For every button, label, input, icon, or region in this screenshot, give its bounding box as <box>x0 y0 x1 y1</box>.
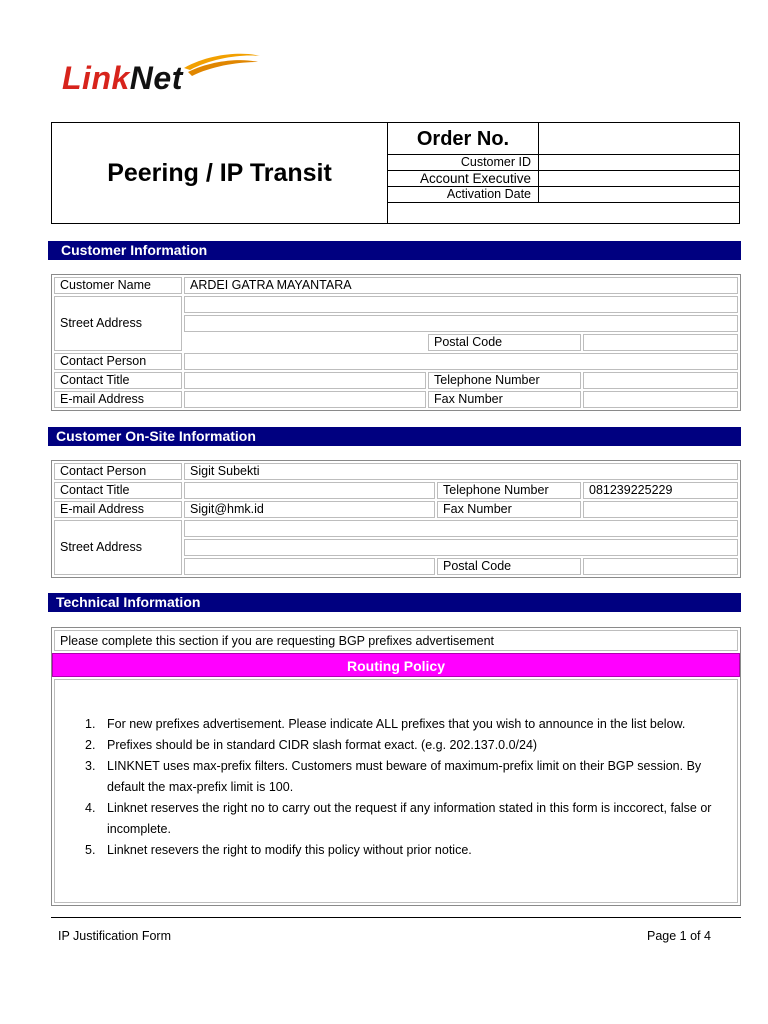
customer-information-heading: Customer Information <box>48 241 741 260</box>
list-item <box>85 714 725 735</box>
list-item-text: LINKNET uses max-prefix filters. Customers must beware of maximum-prefix limit on their BGP session. By default the max-prefix limit is 100. <box>107 759 702 794</box>
postal-code-field[interactable] <box>583 334 738 351</box>
onsite-fax-field[interactable] <box>583 501 738 518</box>
onsite-contact-title-label: Contact Title <box>54 482 182 499</box>
list-item-number: 2. <box>85 738 96 752</box>
contact-title-field[interactable] <box>184 372 426 389</box>
list-item <box>85 840 725 861</box>
onsite-telephone-field[interactable]: 081239225229 <box>583 482 738 499</box>
list-item-number: 5. <box>85 843 96 857</box>
list-item-text: For new prefixes advertisement. Please indicate ALL prefixes that you wish to announce in the list below. <box>107 717 686 731</box>
list-item-number: 4. <box>85 801 96 815</box>
routing-policy-body <box>54 679 738 903</box>
list-item <box>85 756 725 798</box>
activation-date-label: Activation Date <box>388 187 539 203</box>
onsite-telephone-label: Telephone Number <box>437 482 581 499</box>
onsite-fax-label: Fax Number <box>437 501 581 518</box>
logo-text-net: Net <box>129 60 183 96</box>
fax-label: Fax Number <box>428 391 581 408</box>
street-address-spacer <box>184 334 426 351</box>
customer-information-table <box>51 274 741 411</box>
contact-title-label: Contact Title <box>54 372 182 389</box>
onsite-postal-code-field[interactable] <box>583 558 738 575</box>
onsite-email-label: E-mail Address <box>54 501 182 518</box>
telephone-label: Telephone Number <box>428 372 581 389</box>
onsite-street-address-field-1[interactable] <box>184 520 738 537</box>
list-item <box>85 735 725 756</box>
onsite-street-address-label: Street Address <box>54 520 182 575</box>
street-address-field-1[interactable] <box>184 296 738 313</box>
street-address-label: Street Address <box>54 296 182 351</box>
order-no-label: Order No. <box>388 123 539 155</box>
onsite-information-heading: Customer On-Site Information <box>48 427 741 446</box>
contact-person-field[interactable] <box>184 353 738 370</box>
routing-policy-heading: Routing Policy <box>52 653 740 677</box>
onsite-contact-title-field[interactable] <box>184 482 435 499</box>
customer-name-field[interactable]: ARDEI GATRA MAYANTARA <box>184 277 738 294</box>
onsite-contact-person-field[interactable]: Sigit Subekti <box>184 463 738 480</box>
footer-form-name: IP Justification Form <box>58 929 172 943</box>
bgp-note: Please complete this section if you are requesting BGP prefixes advertisement <box>54 630 738 651</box>
postal-code-label: Postal Code <box>428 334 581 351</box>
logo-text-link: Link <box>62 60 130 96</box>
order-no-field[interactable] <box>539 123 739 155</box>
footer-page-number: Page 1 of 4 <box>647 929 711 943</box>
footer-divider <box>51 917 741 918</box>
onsite-street-address-field-2[interactable] <box>184 539 738 556</box>
linknet-logo <box>62 52 262 104</box>
routing-policy-list <box>85 714 725 861</box>
list-item-number: 1. <box>85 717 96 731</box>
telephone-field[interactable] <box>583 372 738 389</box>
list-item-text: Linknet resevers the right to modify this policy without prior notice. <box>107 843 472 857</box>
customer-name-label: Customer Name <box>54 277 182 294</box>
activation-date-field[interactable] <box>539 187 739 203</box>
list-item-text: Linknet reserves the right no to carry out the request if any information stated in this form is inccorect, false or incomplete. <box>107 801 712 836</box>
fax-field[interactable] <box>583 391 738 408</box>
onsite-street-address-field-3[interactable] <box>184 558 435 575</box>
list-item-text: Prefixes should be in standard CIDR slash format exact. (e.g. 202.137.0.0/24) <box>107 738 538 752</box>
email-label: E-mail Address <box>54 391 182 408</box>
customer-id-label: Customer ID <box>388 155 539 171</box>
technical-information-box <box>51 627 741 906</box>
form-title: Peering / IP Transit <box>52 123 388 223</box>
onsite-email-field[interactable]: Sigit@hmk.id <box>184 501 435 518</box>
header-blank-field[interactable] <box>388 203 739 223</box>
account-executive-field[interactable] <box>539 171 739 187</box>
contact-person-label: Contact Person <box>54 353 182 370</box>
onsite-contact-person-label: Contact Person <box>54 463 182 480</box>
onsite-postal-code-label: Postal Code <box>437 558 581 575</box>
list-item-number: 3. <box>85 759 96 773</box>
technical-information-heading: Technical Information <box>48 593 741 612</box>
email-field[interactable] <box>184 391 426 408</box>
onsite-information-table <box>51 460 741 578</box>
customer-id-field[interactable] <box>539 155 739 171</box>
order-header-box <box>51 122 740 224</box>
account-executive-label: Account Executive <box>388 171 539 187</box>
list-item <box>85 798 725 840</box>
street-address-field-2[interactable] <box>184 315 738 332</box>
